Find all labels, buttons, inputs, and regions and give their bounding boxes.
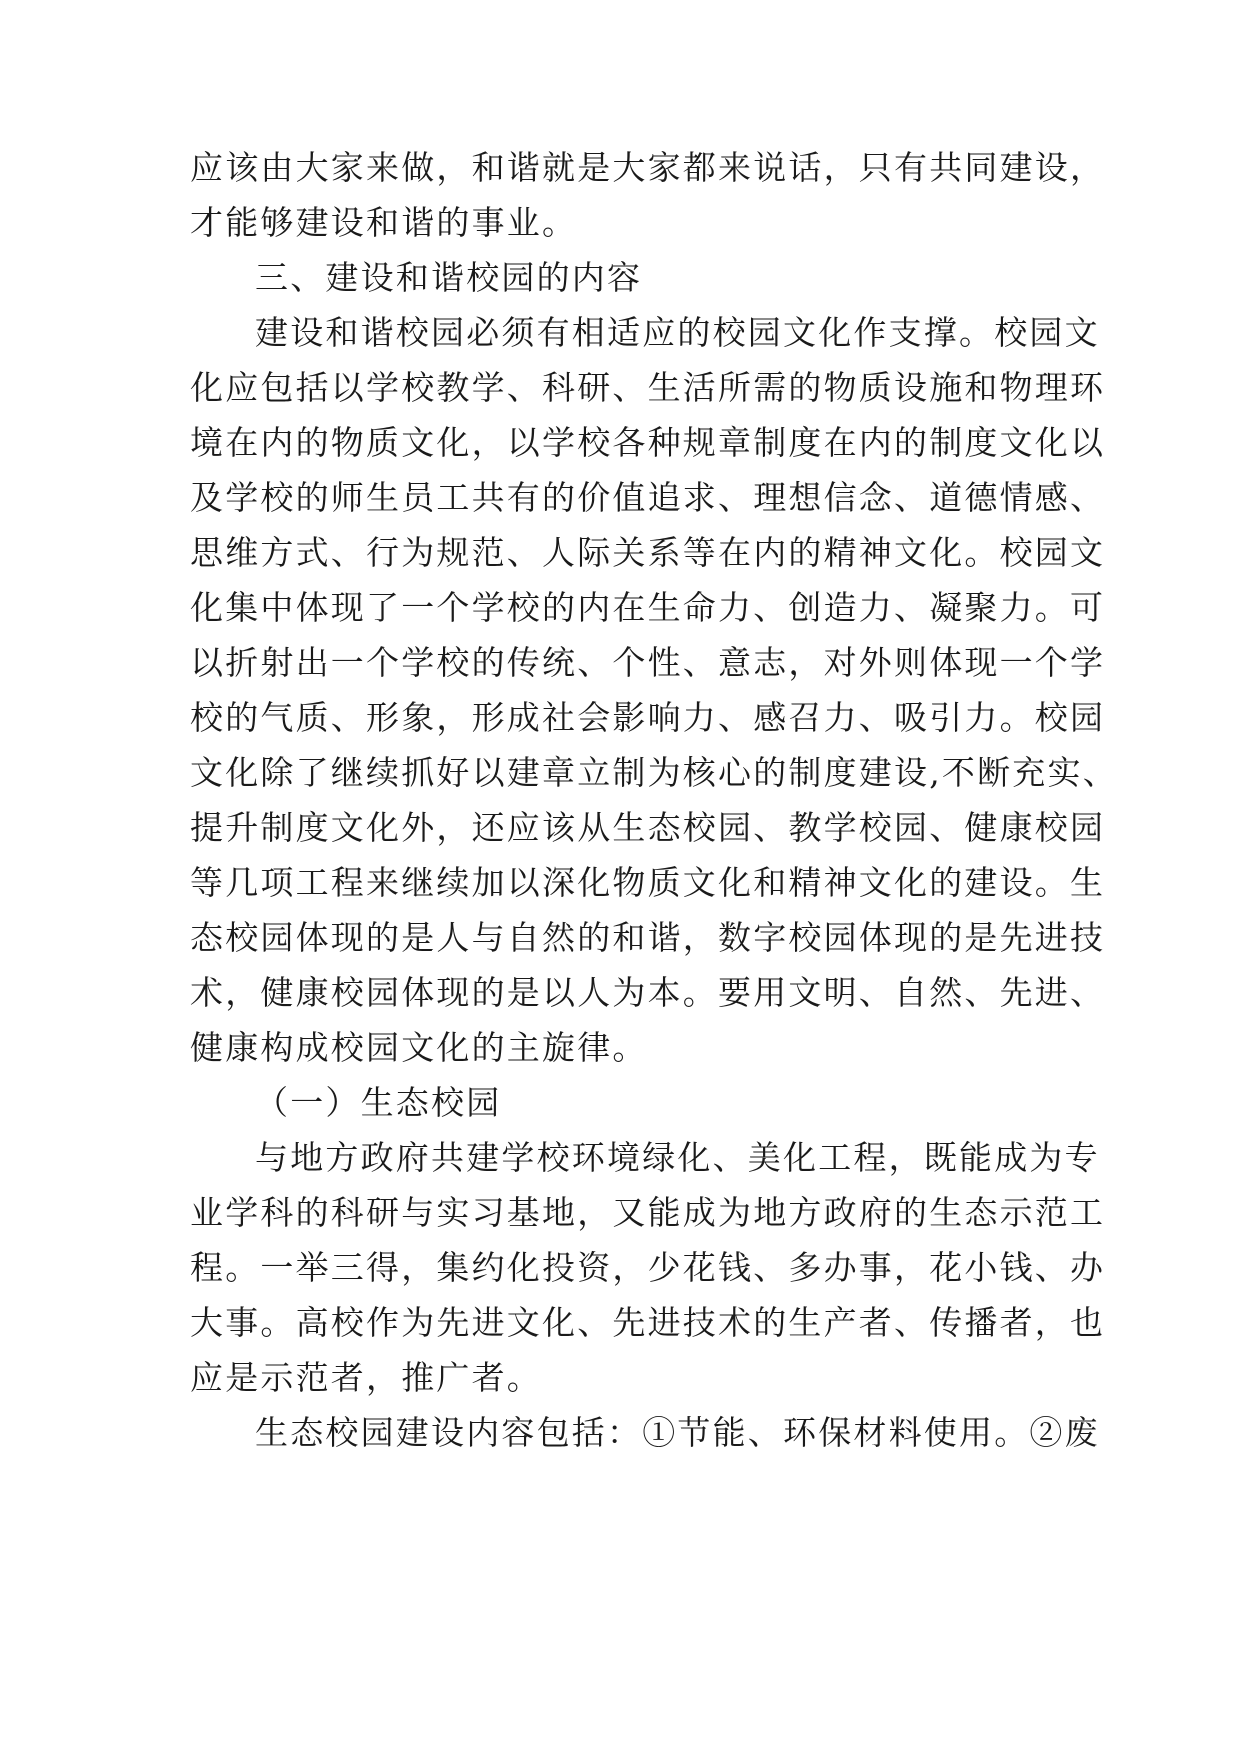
text-line-15: 态校园体现的是人与自然的和谐，数字校园体现的是先进技 <box>190 918 1106 957</box>
text-line-13: 提升制度文化外，还应该从生态校园、教学校园、健康校园 <box>190 808 1106 847</box>
text-line-16: 术，健康校园体现的是以人为本。要用文明、自然、先进、 <box>190 973 1106 1012</box>
text-line-17: 健康构成校园文化的主旋律。 <box>190 1028 648 1067</box>
text-line-6: 境在内的物质文化，以学校各种规章制度在内的制度文化以 <box>190 423 1106 462</box>
paragraph-start: 建设和谐校园必须有相适应的校园文化作支撑。校园文 <box>255 313 1100 352</box>
text-line-5: 化应包括以学校教学、科研、生活所需的物质设施和物理环 <box>190 368 1106 407</box>
text-line-11: 校的气质、形象，形成社会影响力、感召力、吸引力。校园 <box>190 698 1106 737</box>
text-line-22: 大事。高校作为先进文化、先进技术的生产者、传播者，也 <box>190 1303 1106 1342</box>
paragraph-start-2: 与地方政府共建学校环境绿化、美化工程，既能成为专 <box>255 1138 1100 1177</box>
text-line-23: 应是示范者，推广者。 <box>190 1358 542 1397</box>
text-line-8: 思维方式、行为规范、人际关系等在内的精神文化。校园文 <box>190 533 1106 572</box>
text-line-12: 文化除了继续抓好以建章立制为核心的制度建设,不断充实、 <box>190 753 1118 792</box>
subsection-heading: （一）生态校园 <box>255 1083 502 1122</box>
text-line-7: 及学校的师生员工共有的价值追求、理想信念、道德情感、 <box>190 478 1106 517</box>
text-line-20: 业学科的科研与实习基地，又能成为地方政府的生态示范工 <box>190 1193 1106 1232</box>
text-line-9: 化集中体现了一个学校的内在生命力、创造力、凝聚力。可 <box>190 588 1106 627</box>
text-line-2: 才能够建设和谐的事业。 <box>190 203 578 242</box>
paragraph-start-3: 生态校园建设内容包括：①节能、环保材料使用。②废 <box>255 1413 1100 1452</box>
text-line-14: 等几项工程来继续加以深化物质文化和精神文化的建设。生 <box>190 863 1106 902</box>
section-heading: 三、建设和谐校园的内容 <box>255 258 643 297</box>
text-line-1: 应该由大家来做，和谐就是大家都来说话，只有共同建设， <box>190 148 1106 187</box>
text-line-21: 程。一举三得，集约化投资，少花钱、多办事，花小钱、办 <box>190 1248 1106 1287</box>
text-line-10: 以折射出一个学校的传统、个性、意志，对外则体现一个学 <box>190 643 1106 682</box>
